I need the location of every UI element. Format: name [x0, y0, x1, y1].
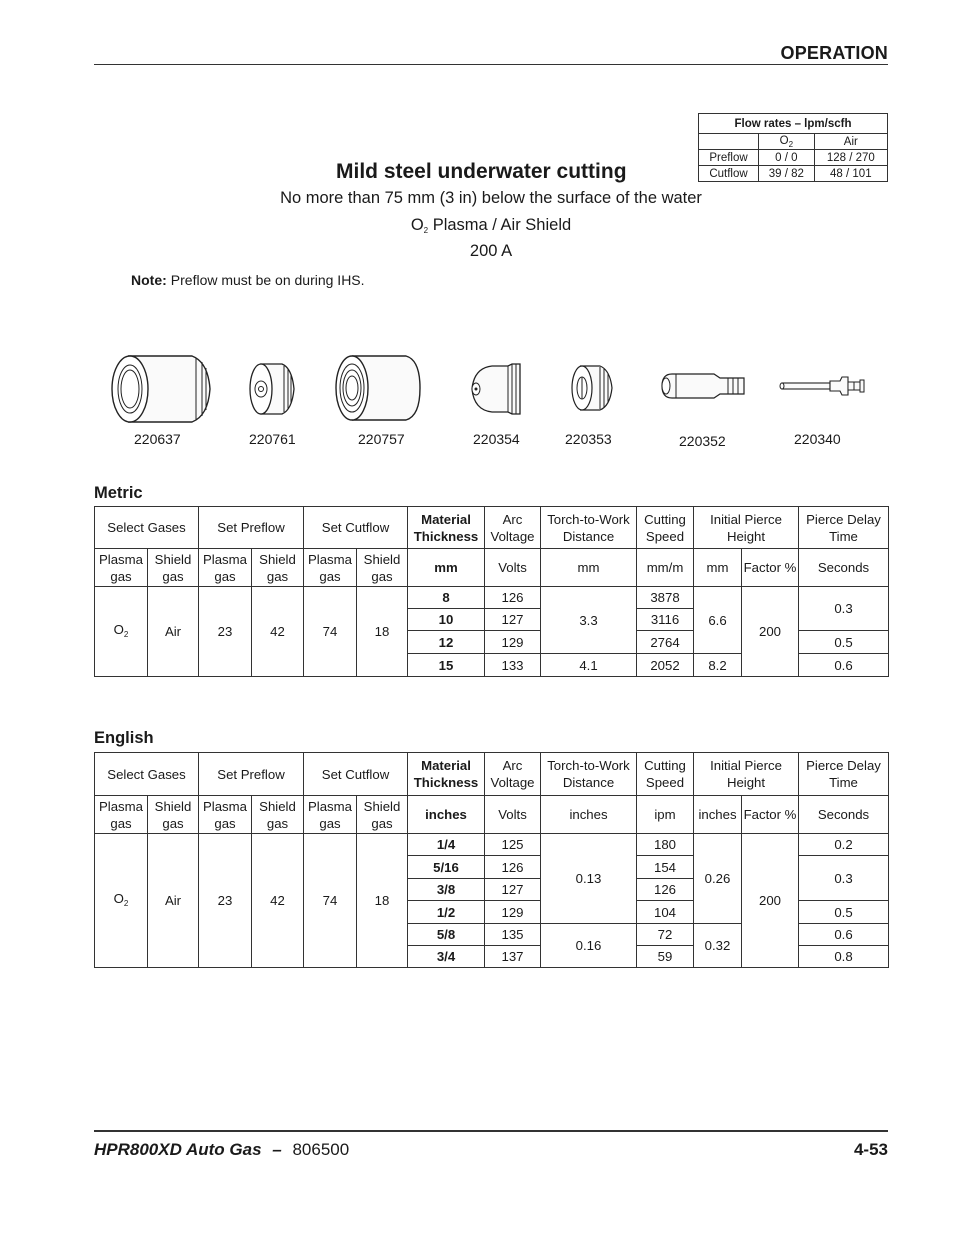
delay-cell: 0.3	[799, 856, 889, 901]
header-set-cutflow: Set Cutflow	[304, 753, 408, 796]
subtitle: No more than 75 mm (3 in) below the surface of the water	[280, 189, 702, 207]
part-number: 220354	[473, 431, 520, 447]
cutflow-plasma-cell: 74	[304, 587, 357, 677]
note-text: Preflow must be on during IHS.	[170, 272, 365, 288]
current-rating: 200 A	[469, 242, 513, 260]
plasma-gas-cell: $O_2$	[95, 834, 148, 968]
header-divider	[94, 64, 888, 65]
delay-cell: 0.8	[799, 946, 889, 968]
flow-cell: 128 / 270	[814, 150, 887, 166]
unit-cell: mm	[408, 549, 485, 587]
header-cutting-speed: Cutting Speed	[637, 507, 694, 549]
voltage-cell: 129	[485, 631, 541, 654]
note	[131, 272, 365, 288]
speed-cell: 59	[637, 946, 694, 968]
factor-cell: 200	[742, 834, 799, 968]
plasma-gas-cell: $O_2$	[95, 587, 148, 677]
delay-cell: 0.3	[799, 587, 889, 631]
unit-cell: Seconds	[799, 549, 889, 587]
unit-cell: mm	[541, 549, 637, 587]
thickness-cell: 1/4	[408, 834, 485, 856]
voltage-cell: 133	[485, 654, 541, 677]
flow-rates-caption: Flow rates – lpm/scfh	[699, 114, 888, 134]
product-name: HPR800XD Auto Gas	[94, 1140, 262, 1159]
factor-cell: 200	[742, 587, 799, 677]
thickness-cell: 12	[408, 631, 485, 654]
voltage-cell: 126	[485, 587, 541, 609]
unit-cell: Volts	[485, 796, 541, 834]
shield-gas-cell: Air	[148, 587, 199, 677]
flow-header-air: Air	[814, 134, 887, 150]
header-select-gases: Select Gases	[95, 507, 199, 549]
gas-line: $O_2$ Plasma / Air Shield	[410, 216, 572, 235]
voltage-cell: 126	[485, 856, 541, 879]
unit-cell: Seconds	[799, 796, 889, 834]
header-arc-voltage: Arc Voltage	[485, 507, 541, 549]
page-number: 4-53	[853, 1140, 888, 1159]
thickness-cell: 8	[408, 587, 485, 609]
unit-cell: Shield gas	[252, 549, 304, 587]
header-pierce-delay: Pierce Delay Time	[799, 753, 889, 796]
speed-cell: 2052	[637, 654, 694, 677]
unit-cell: Plasma gas	[199, 796, 252, 834]
unit-cell: mm/m	[637, 549, 694, 587]
flow-rates-table	[698, 113, 888, 182]
delay-cell: 0.2	[799, 834, 889, 856]
speed-cell: 126	[637, 879, 694, 901]
delay-cell: 0.6	[799, 654, 889, 677]
header-set-cutflow: Set Cutflow	[304, 507, 408, 549]
outer-cap-part-image	[332, 352, 424, 424]
page-title: Mild steel underwater cutting	[336, 160, 627, 183]
speed-cell: 2764	[637, 631, 694, 654]
voltage-cell: 129	[485, 901, 541, 924]
speed-cell: 72	[637, 924, 694, 946]
voltage-cell: 135	[485, 924, 541, 946]
distance-cell: 3.3	[541, 587, 637, 654]
pierce-height-cell: 6.6	[694, 587, 742, 654]
unit-cell: Plasma gas	[95, 549, 148, 587]
speed-cell: 104	[637, 901, 694, 924]
swirl-ring-part-image	[568, 362, 616, 414]
thickness-cell: 3/4	[408, 946, 485, 968]
flow-cell: 48 / 101	[814, 166, 887, 182]
distance-cell: 0.13	[541, 834, 637, 924]
part-number: 220637	[134, 431, 181, 447]
shield-gas-cell: Air	[148, 834, 199, 968]
voltage-cell: 137	[485, 946, 541, 968]
distance-cell: 4.1	[541, 654, 637, 677]
header-torch-to-work: Torch-to-Work Distance	[541, 753, 637, 796]
section-title: OPERATION	[780, 43, 888, 63]
footer-dash: –	[272, 1140, 282, 1159]
voltage-cell: 127	[485, 879, 541, 901]
header-pierce-delay: Pierce Delay Time	[799, 507, 889, 549]
part-number-footer: 806500	[292, 1140, 350, 1159]
unit-cell: inches	[541, 796, 637, 834]
header-set-preflow: Set Preflow	[199, 507, 304, 549]
header-material-thickness: Material Thickness	[408, 507, 485, 549]
delay-cell: 0.5	[799, 901, 889, 924]
preflow-plasma-cell: 23	[199, 587, 252, 677]
header-cutting-speed: Cutting Speed	[637, 753, 694, 796]
distance-cell: 0.16	[541, 924, 637, 968]
thickness-cell: 3/8	[408, 879, 485, 901]
electrode-part-image	[656, 368, 750, 404]
thickness-cell: 1/2	[408, 901, 485, 924]
preflow-shield-cell: 42	[252, 587, 304, 677]
unit-cell: Shield gas	[252, 796, 304, 834]
speed-cell: 180	[637, 834, 694, 856]
unit-cell: Shield gas	[357, 549, 408, 587]
pierce-height-cell: 0.26	[694, 834, 742, 924]
part-number: 220761	[249, 431, 296, 447]
unit-cell: inches	[408, 796, 485, 834]
unit-cell: Plasma gas	[304, 796, 357, 834]
part-number: 220757	[358, 431, 405, 447]
voltage-cell: 127	[485, 609, 541, 631]
unit-cell: inches	[694, 796, 742, 834]
part-number: 220340	[794, 431, 841, 447]
metric-table	[94, 506, 889, 677]
delay-cell: 0.5	[799, 631, 889, 654]
unit-cell: Shield gas	[357, 796, 408, 834]
water-tube-part-image	[778, 374, 866, 398]
english-heading: English	[94, 729, 154, 747]
retaining-cap-part-image	[246, 360, 298, 418]
flow-row-label: Preflow	[699, 150, 759, 166]
delay-cell: 0.6	[799, 924, 889, 946]
cutflow-shield-cell: 18	[357, 834, 408, 968]
unit-cell: Shield gas	[148, 549, 199, 587]
preflow-plasma-cell: 23	[199, 834, 252, 968]
voltage-cell: 125	[485, 834, 541, 856]
metric-heading: Metric	[94, 484, 143, 502]
pierce-height-cell: 0.32	[694, 924, 742, 968]
thickness-cell: 5/16	[408, 856, 485, 879]
cutflow-plasma-cell: 74	[304, 834, 357, 968]
header-select-gases: Select Gases	[95, 753, 199, 796]
flow-cell: 0 / 0	[759, 150, 815, 166]
speed-cell: 154	[637, 856, 694, 879]
shield-part-image	[108, 350, 216, 428]
header-material-thickness: Material Thickness	[408, 753, 485, 796]
speed-cell: 3116	[637, 609, 694, 631]
thickness-cell: 5/8	[408, 924, 485, 946]
part-number: 220352	[679, 433, 726, 449]
footer-product	[94, 1140, 349, 1160]
flow-cell: 39 / 82	[759, 166, 815, 182]
nozzle-part-image	[464, 358, 526, 420]
unit-cell: ipm	[637, 796, 694, 834]
flow-header-o2: $O_2$	[759, 134, 815, 150]
thickness-cell: 15	[408, 654, 485, 677]
unit-cell: Plasma gas	[95, 796, 148, 834]
unit-cell: Volts	[485, 549, 541, 587]
note-label: Note:	[131, 272, 167, 288]
header-pierce-height: Initial Pierce Height	[694, 507, 799, 549]
unit-cell: Factor %	[742, 796, 799, 834]
header-torch-to-work: Torch-to-Work Distance	[541, 507, 637, 549]
header-set-preflow: Set Preflow	[199, 753, 304, 796]
speed-cell: 3878	[637, 587, 694, 609]
part-number: 220353	[565, 431, 612, 447]
flow-header-blank	[699, 134, 759, 150]
thickness-cell: 10	[408, 609, 485, 631]
preflow-shield-cell: 42	[252, 834, 304, 968]
unit-cell: Plasma gas	[304, 549, 357, 587]
flow-row-label: Cutflow	[699, 166, 759, 182]
header-pierce-height: Initial Pierce Height	[694, 753, 799, 796]
consumables-row	[94, 340, 888, 460]
unit-cell: mm	[694, 549, 742, 587]
english-table	[94, 752, 889, 968]
header-arc-voltage: Arc Voltage	[485, 753, 541, 796]
unit-cell: Factor %	[742, 549, 799, 587]
unit-cell: Shield gas	[148, 796, 199, 834]
footer-divider	[94, 1130, 888, 1132]
pierce-height-cell: 8.2	[694, 654, 742, 677]
unit-cell: Plasma gas	[199, 549, 252, 587]
cutflow-shield-cell: 18	[357, 587, 408, 677]
